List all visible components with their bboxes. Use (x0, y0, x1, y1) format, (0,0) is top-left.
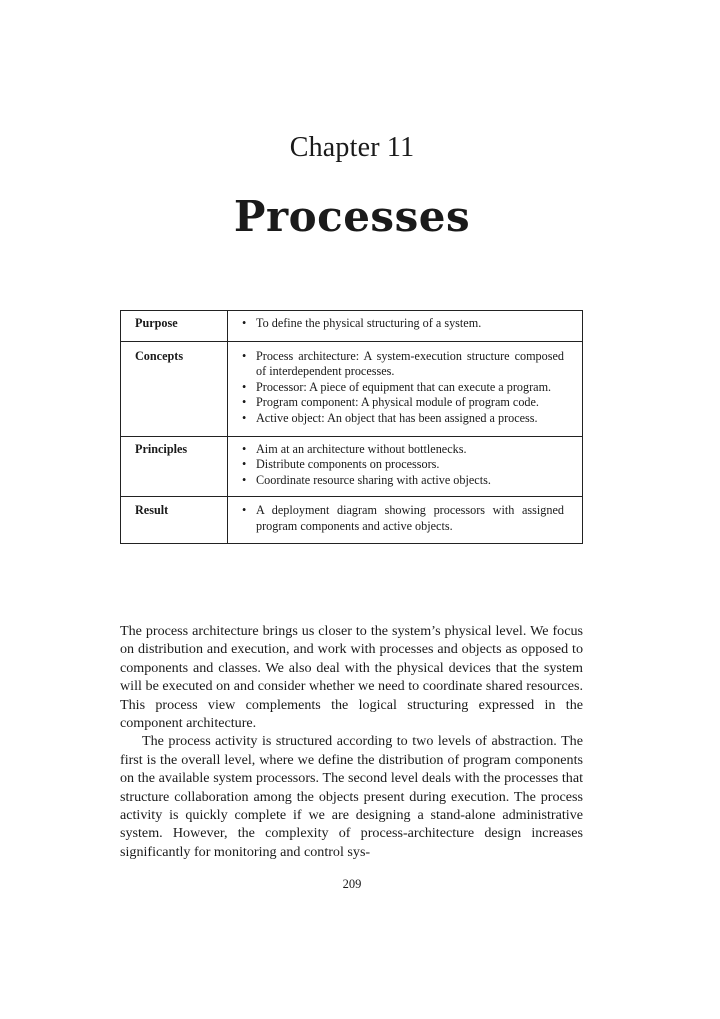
chapter-number: Chapter 11 (289, 132, 415, 163)
bullet-item: • To define the physical structuring of a system. (242, 316, 564, 332)
summary-row-concepts (121, 341, 583, 436)
bullet-list (242, 349, 564, 427)
summary-row-principles (121, 436, 583, 497)
bullet-item: • Coordinate resource sharing with active objects. (242, 473, 564, 489)
body-text (120, 622, 583, 861)
bullet-list (242, 503, 564, 534)
bullet-item: • Process architecture: A system-execution structure composed of interdependent processes. (242, 349, 564, 380)
bullet-item: • Program component: A physical module of program code. (242, 395, 564, 411)
summary-row-label: Concepts (121, 341, 228, 436)
paragraph: The process architecture brings us closer to the system’s physical level. We focus on distribution and execution, and work with processes and objects as opposed to components and classes. We also deal with the physical devices that the system will be executed on and consider whether we need to coordinate shared resources. This process view complements the logical structuring expressed in the component architecture. (120, 623, 583, 732)
summary-row-items (228, 341, 583, 436)
summary-row-label: Purpose (121, 311, 228, 342)
bullet-list (242, 316, 564, 332)
summary-row-items (228, 497, 583, 543)
bullet-item: • Distribute components on processors. (242, 457, 564, 473)
bullet-item: • A deployment diagram showing processors with assigned program components and active objects. (242, 503, 564, 534)
bullet-item: • Aim at an architecture without bottlenecks. (242, 442, 564, 458)
summary-row-items (228, 436, 583, 497)
summary-row-result (121, 497, 583, 543)
chapter-title: Processes (233, 192, 471, 241)
bullet-item: • Active object: An object that has been assigned a process. (242, 411, 564, 427)
summary-row-label: Result (121, 497, 228, 543)
bullet-item: • Processor: A piece of equipment that can execute a program. (242, 380, 564, 396)
page-number: 209 (342, 877, 362, 891)
bullet-list (242, 442, 564, 489)
chapter-summary-table (120, 310, 583, 544)
summary-row-label: Principles (121, 436, 228, 497)
summary-row-items (228, 311, 583, 342)
summary-row-purpose (121, 311, 583, 342)
paragraph: The process activity is structured according to two levels of abstraction. The first is the overall level, where we define the distribution of program components on the available system processors. The second level deals with the processes that structure collaboration among the objects present during execution. The process activity is quickly complete if we are designing a stand-alone administrative system. However, the complexity of process-architecture design increases significantly for monitoring and control sys- (120, 733, 583, 860)
